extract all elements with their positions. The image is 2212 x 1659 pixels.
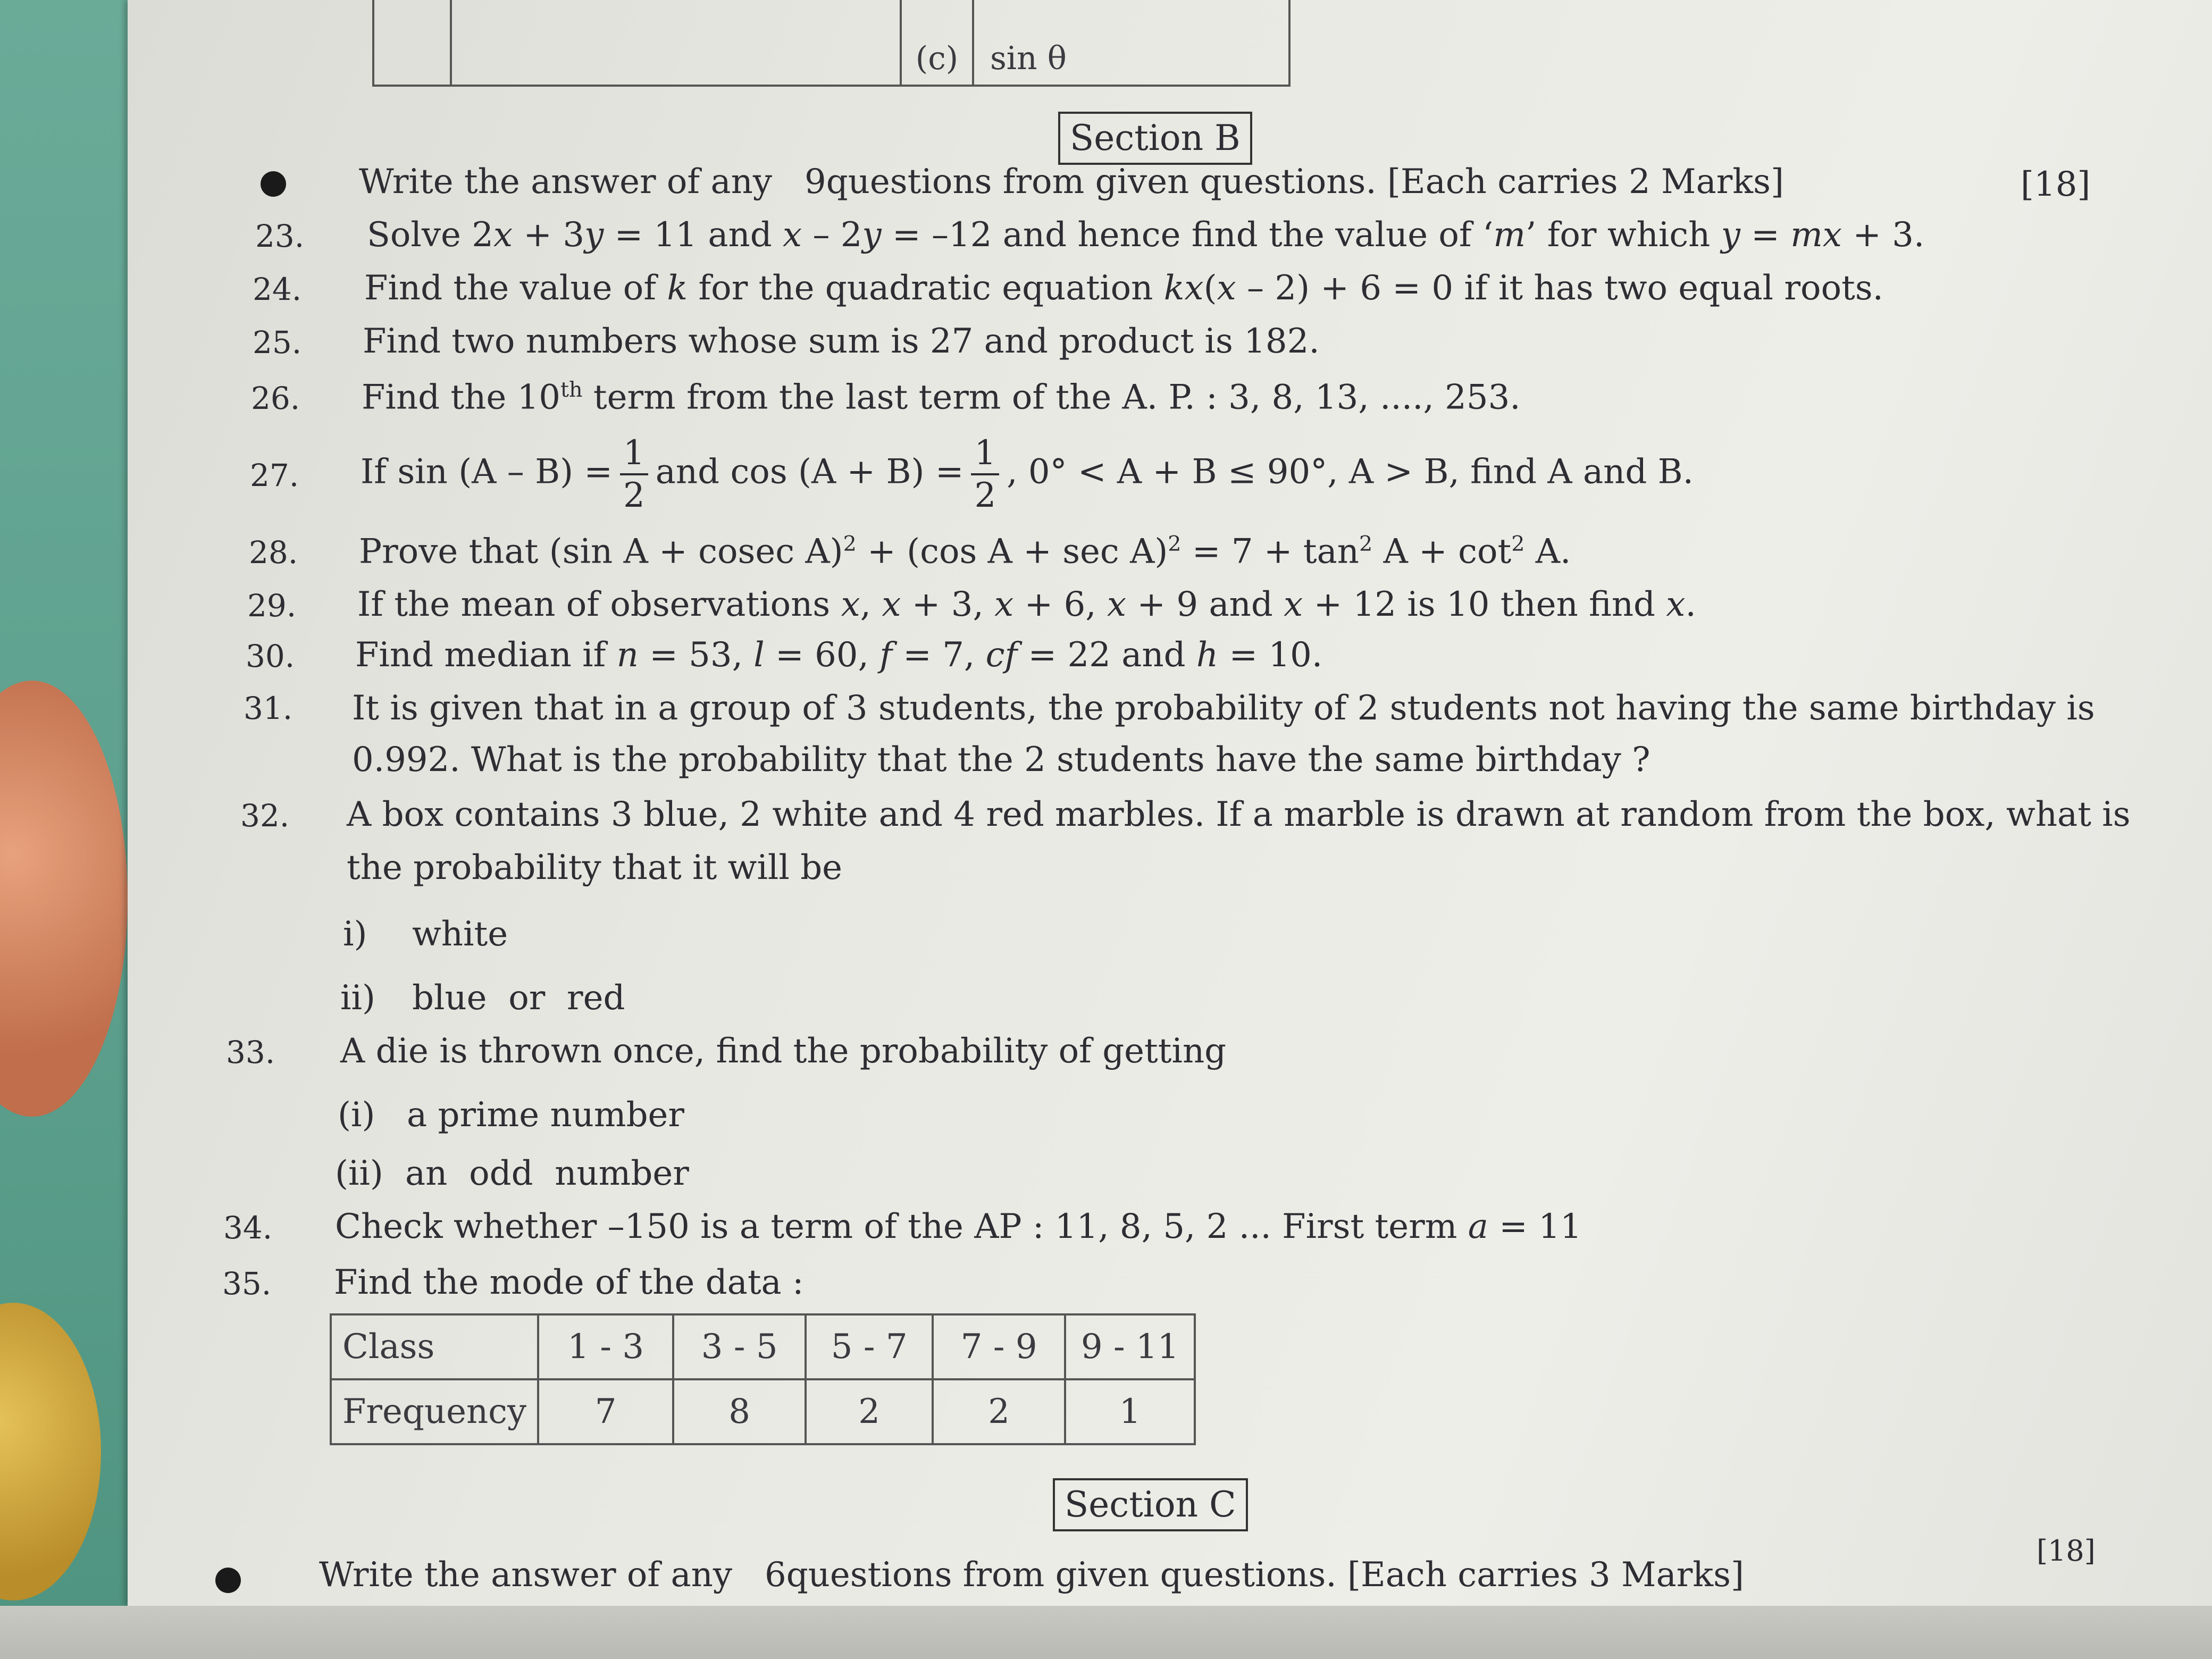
question-32-sub1: white bbox=[412, 915, 508, 954]
table-cell: 5 - 7 bbox=[806, 1314, 933, 1379]
table-row bbox=[331, 1314, 1195, 1379]
question-32-line1: A box contains 3 blue, 2 white and 4 red marbles. If a marble is drawn at random from the box, what is bbox=[347, 795, 2131, 834]
table-header-cell: Frequency bbox=[331, 1379, 538, 1444]
question-31-line1: It is given that in a group of 3 students, the probability of 2 students not having the same birthday is bbox=[352, 689, 2095, 728]
table-cell: 7 - 9 bbox=[933, 1314, 1065, 1379]
table-cell: 7 bbox=[538, 1379, 673, 1444]
question-30: Find median if n = 53, l = 60, f = 7, cf = 22 and h = 10. bbox=[355, 635, 1323, 675]
bullet bbox=[215, 1568, 241, 1593]
question-32-sub1-label: i) bbox=[343, 915, 367, 954]
question-23: Solve 2x + 3y = 11 and x – 2y = –12 and hence find the value of ‘m’ for which y = mx + 3. bbox=[367, 215, 1925, 255]
top-table-fragment bbox=[372, 0, 1291, 87]
table-cell: 2 bbox=[933, 1379, 1065, 1444]
section-b-marks: [18] bbox=[2021, 165, 2091, 204]
question-number: 30. bbox=[246, 638, 295, 674]
question-32-sub2-label: ii) bbox=[340, 978, 375, 1018]
question-number: 32. bbox=[240, 798, 290, 834]
table-cell: 8 bbox=[673, 1379, 806, 1444]
question-26: Find the 10th term from the last term of the A. P. : 3, 8, 13, ...., 253. bbox=[362, 378, 1521, 417]
section-b-title: Section B bbox=[1058, 112, 1252, 165]
question-34: Check whether –150 is a term of the AP : 11, 8, 5, 2 ... First term a = 11 bbox=[335, 1207, 1582, 1246]
table-cell: 9 - 11 bbox=[1065, 1314, 1195, 1379]
question-33: A die is thrown once, find the probability of getting bbox=[340, 1032, 1227, 1071]
table-cell: 1 bbox=[1065, 1379, 1195, 1444]
question-31-line2: 0.992. What is the probability that the 2 students have the same birthday ? bbox=[352, 740, 1650, 780]
table-cell: 1 - 3 bbox=[538, 1314, 673, 1379]
section-b-instruction: Write the answer of any 9questions from given questions. [Each carries 2 Marks] bbox=[359, 162, 1784, 202]
table-cell: 3 - 5 bbox=[673, 1314, 806, 1379]
top-table-option: (c) bbox=[901, 0, 973, 86]
question-24: Find the value of k for the quadratic equation kx(x – 2) + 6 = 0 if it has two equal roots. bbox=[364, 269, 1883, 308]
section-c-instruction: Write the answer of any 6questions from given questions. [Each carries 3 Marks] bbox=[319, 1555, 1744, 1595]
fraction-half: $\frac{1}{2}$ bbox=[971, 436, 999, 513]
table-cell: 2 bbox=[806, 1379, 933, 1444]
question-32-line2: the probability that it will be bbox=[347, 848, 843, 887]
question-number: 24. bbox=[253, 271, 302, 307]
question-number: 29. bbox=[247, 588, 297, 624]
question-28: Prove that (sin A + cosec A)$^2$ + (cos $A + \sec A)^2 = 7 + \tan^2 A + \cot^2 A$. bbox=[359, 532, 1571, 572]
section-c-title: Section C bbox=[1053, 1478, 1248, 1531]
question-29: If the mean of observations x, x + 3, x + 6, x + 9 and x + 12 is 10 then find x. bbox=[357, 585, 1696, 624]
question-33-sub2: an odd number bbox=[405, 1154, 689, 1193]
question-33-sub1: a prime number bbox=[407, 1095, 684, 1135]
question-35: Find the mode of the data : bbox=[334, 1263, 804, 1302]
question-33-sub1-label: (i) bbox=[338, 1095, 375, 1135]
question-25: Find two numbers whose sum is 27 and product is 182. bbox=[363, 322, 1320, 361]
top-table-cell bbox=[373, 0, 451, 86]
top-table-value: sin θ bbox=[973, 0, 1289, 86]
bullet bbox=[261, 171, 286, 197]
fraction-half: $\frac{1}{2}$ bbox=[620, 436, 648, 513]
table-row bbox=[331, 1379, 1195, 1444]
question-number: 33. bbox=[226, 1034, 275, 1070]
question-number: 25. bbox=[253, 324, 302, 361]
question-number: 34. bbox=[223, 1210, 273, 1246]
top-table-cell bbox=[451, 0, 901, 86]
question-number: 27. bbox=[250, 457, 299, 493]
question-number: 26. bbox=[251, 380, 300, 416]
question-32-sub2: blue or red bbox=[412, 978, 625, 1018]
question-number: 28. bbox=[249, 534, 298, 571]
question-33-sub2-label: (ii) bbox=[335, 1154, 383, 1193]
background-bottom bbox=[0, 1606, 2212, 1659]
question-27: If sin (A – B) = $\frac{1}{2}$ and cos (A + B) = $\frac{1}{2}$ , 0° < A + B ≤ 90°, A > B, find A and B. bbox=[361, 433, 1694, 515]
question-number: 35. bbox=[222, 1266, 272, 1302]
mode-data-table bbox=[330, 1313, 1196, 1445]
question-number: 31. bbox=[244, 690, 293, 726]
section-c-marks: [18] bbox=[2037, 1534, 2096, 1568]
question-number: 23. bbox=[255, 218, 305, 254]
table-header-cell: Class bbox=[331, 1314, 538, 1379]
